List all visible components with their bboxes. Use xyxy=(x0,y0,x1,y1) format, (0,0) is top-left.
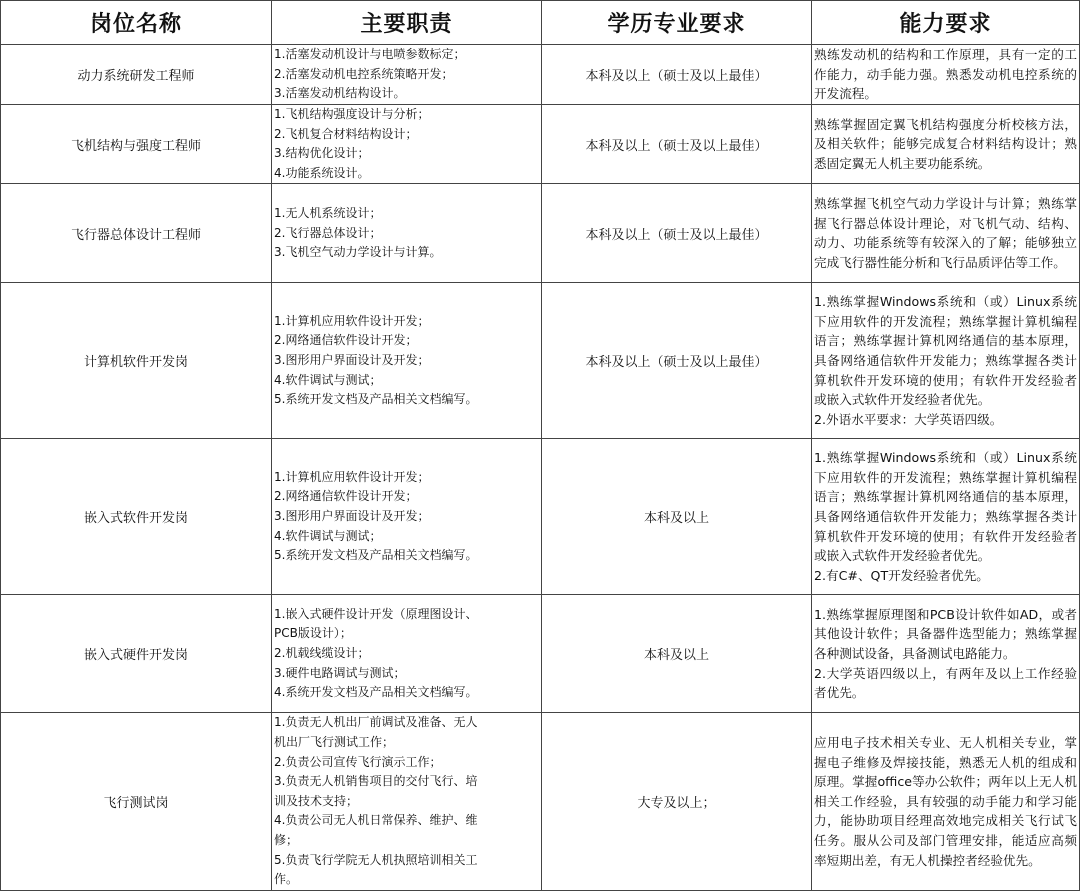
duty-item: 3.活塞发动机结构设计。 xyxy=(274,86,406,101)
duty-item: 2.飞机复合材料结构设计； xyxy=(274,126,418,141)
ability-requirement xyxy=(812,439,1080,595)
ability-item: 2.大学英语四级以上，有两年及以上工作经验者优先。 xyxy=(814,665,1077,701)
duty-item: 3.负责无人机销售项目的交付飞行、培 xyxy=(274,774,478,789)
duty-item: 2.负责公司宣传飞行演示工作； xyxy=(274,754,442,769)
duty-item: 5.系统开发文档及产品相关文档编写。 xyxy=(274,392,478,407)
ability-item: 1.熟练掌握Windows系统和（或）Linux系统下应用软件的开发流程；熟练掌握计算机编程语言；熟练掌握计算机网络通信的基本原理，具备网络通信软件开发能力；熟练掌握各类计算机软件开发环境的使用；有软件开发经验者或嵌入式软件开发经验者优先。 xyxy=(814,450,1077,564)
table-row xyxy=(1,45,1080,105)
duty-item: 4.软件调试与测试； xyxy=(274,372,382,387)
duty-item: 4.负责公司无人机日常保养、维护、维 xyxy=(274,813,478,828)
duty-item: 1.嵌入式硬件设计开发（原理图设计、 xyxy=(274,606,478,621)
duty-item: 2.网络通信软件设计开发； xyxy=(274,333,418,348)
duty-item: 2.飞行器总体设计； xyxy=(274,225,382,240)
table-row xyxy=(1,184,1080,283)
duty-item: 作。 xyxy=(274,872,299,887)
duty-item: 3.结构优化设计； xyxy=(274,146,370,161)
duty-item: 1.计算机应用软件设计开发； xyxy=(274,313,430,328)
header-position: 岗位名称 xyxy=(1,1,272,45)
ability-requirement xyxy=(812,595,1080,713)
ability-item: 2.有C#、QT开发经验者优先。 xyxy=(814,567,989,583)
duty-item: 4.系统开发文档及产品相关文档编写。 xyxy=(274,685,478,700)
duty-item: 3.硬件电路调试与测试； xyxy=(274,665,406,680)
header-duties: 主要职责 xyxy=(272,1,542,45)
ability-requirement: 熟练掌握飞机空气动力学设计与计算；熟练掌握飞行器总体设计理论，对飞机气动、结构、动力、功能系统等有较深入的了解；能够独立完成飞行器性能分析和飞行品质评估等工作。 xyxy=(812,184,1080,283)
duty-item: 2.活塞发动机电控系统策略开发； xyxy=(274,66,454,81)
ability-item: 2.外语水平要求：大学英语四级。 xyxy=(814,411,1003,427)
position-name: 飞行器总体设计工程师 xyxy=(1,184,272,283)
duty-item: 训及技术支持； xyxy=(274,793,359,808)
header-education: 学历专业要求 xyxy=(542,1,812,45)
duty-item: 1.计算机应用软件设计开发； xyxy=(274,469,430,484)
duty-item: PCB版设计）； xyxy=(274,626,352,641)
duty-item: 3.图形用户界面设计及开发； xyxy=(274,353,430,368)
position-name: 飞行测试岗 xyxy=(1,713,272,890)
ability-item: 1.熟练掌握Windows系统和（或）Linux系统下应用软件的开发流程；熟练掌握计算机编程语言；熟练掌握计算机网络通信的基本原理，具备网络通信软件开发能力；熟练掌握各类计算机软件开发环境的使用；有软件开发经验者或嵌入式软件开发经验者优先。 xyxy=(814,294,1077,408)
duties-cell xyxy=(272,105,542,184)
duty-item: 修； xyxy=(274,832,299,847)
duty-item: 5.负责飞行学院无人机执照培训相关工 xyxy=(274,852,478,867)
table-row xyxy=(1,713,1080,890)
education-requirement: 本科及以上（硕士及以上最佳） xyxy=(542,283,812,439)
education-requirement: 本科及以上 xyxy=(542,595,812,713)
duties-cell xyxy=(272,283,542,439)
ability-requirement xyxy=(812,283,1080,439)
duty-item: 3.图形用户界面设计及开发； xyxy=(274,509,430,524)
duty-item: 1.飞机结构强度设计与分析； xyxy=(274,107,430,121)
duty-item: 4.软件调试与测试； xyxy=(274,528,382,543)
table-row xyxy=(1,283,1080,439)
ability-requirement: 应用电子技术相关专业、无人机相关专业，掌握电子维修及焊接技能，熟悉无人机的组成和原理。掌握office等办公软件；两年以上无人机相关工作经验，具有较强的动手能力和学习能力，能协助项目经理高效地完成相关飞行试飞任务。服从公司及部门管理安排，能适应高频率短期出差，有无人机操控者经验优先。 xyxy=(812,713,1080,890)
position-name: 嵌入式硬件开发岗 xyxy=(1,595,272,713)
duties-cell xyxy=(272,45,542,105)
duties-cell xyxy=(272,595,542,713)
education-requirement: 本科及以上（硕士及以上最佳） xyxy=(542,184,812,283)
education-requirement: 本科及以上（硕士及以上最佳） xyxy=(542,45,812,105)
ability-requirement: 熟练发动机的结构和工作原理，具有一定的工作能力，动手能力强。熟悉发动机电控系统的开发流程。 xyxy=(812,45,1080,105)
education-requirement: 本科及以上 xyxy=(542,439,812,595)
ability-requirement: 熟练掌握固定翼飞机结构强度分析校核方法，及相关软件；能够完成复合材料结构设计；熟悉固定翼无人机主要功能系统。 xyxy=(812,105,1080,184)
header-row xyxy=(1,1,1080,45)
position-name: 计算机软件开发岗 xyxy=(1,283,272,439)
duty-item: 5.系统开发文档及产品相关文档编写。 xyxy=(274,548,478,563)
position-name: 嵌入式软件开发岗 xyxy=(1,439,272,595)
duty-item: 1.负责无人机出厂前调试及准备、无人 xyxy=(274,715,478,730)
duty-item: 4.功能系统设计。 xyxy=(274,165,370,180)
header-ability: 能力要求 xyxy=(812,1,1080,45)
duty-item: 1.无人机系统设计； xyxy=(274,205,382,220)
duty-item: 2.机载线缆设计； xyxy=(274,646,370,661)
table-row xyxy=(1,595,1080,713)
duty-item: 3.飞机空气动力学设计与计算。 xyxy=(274,245,442,260)
table-row xyxy=(1,439,1080,595)
education-requirement: 本科及以上（硕士及以上最佳） xyxy=(542,105,812,184)
duties-cell xyxy=(272,713,542,890)
duties-cell xyxy=(272,184,542,283)
position-name: 飞机结构与强度工程师 xyxy=(1,105,272,184)
duty-item: 机出厂飞行测试工作； xyxy=(274,734,395,749)
ability-item: 1.熟练掌握原理图和PCB设计软件如AD，或者其他设计软件；具备器件选型能力；熟练掌握各种测试设备，具备测试电路能力。 xyxy=(814,606,1077,662)
table-row xyxy=(1,105,1080,184)
position-name: 动力系统研发工程师 xyxy=(1,45,272,105)
duties-cell xyxy=(272,439,542,595)
duty-item: 2.网络通信软件设计开发； xyxy=(274,489,418,504)
duty-item: 1.活塞发动机设计与电喷参数标定； xyxy=(274,47,466,62)
education-requirement: 大专及以上； xyxy=(542,713,812,890)
